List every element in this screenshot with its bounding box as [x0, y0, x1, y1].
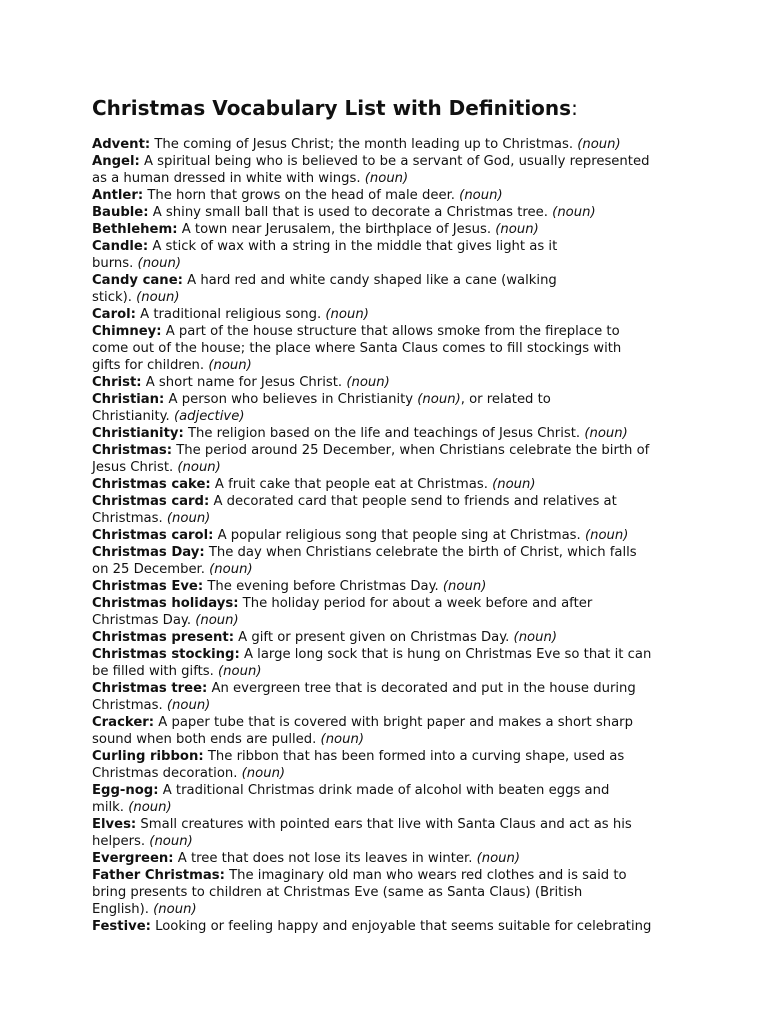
entry-line — [92, 680, 692, 697]
entry-line — [92, 425, 692, 442]
entry-line — [92, 136, 692, 153]
entry-line — [92, 493, 692, 510]
entry-part-of-speech: (noun) — [346, 375, 390, 390]
vocabulary-entry — [92, 476, 692, 493]
entry-term: Elves: — [92, 817, 137, 832]
entry-line — [92, 748, 692, 765]
entry-term: Christmas Eve: — [92, 579, 204, 594]
entry-line — [92, 374, 692, 391]
entry-definition-text: A shiny small ball that is used to decorate a Christmas tree. — [148, 205, 553, 220]
entry-line — [92, 323, 692, 340]
entry-line — [92, 476, 692, 493]
vocabulary-entry — [92, 680, 692, 714]
entry-line — [92, 612, 692, 629]
entry-definition-text: Christianity. — [92, 409, 174, 424]
entry-line — [92, 357, 692, 374]
entry-term: Christmas stocking: — [92, 647, 240, 662]
entry-term: Candle: — [92, 239, 149, 254]
entry-line — [92, 204, 692, 221]
entry-term: Christmas present: — [92, 630, 234, 645]
entry-definition-text: A traditional religious song. — [135, 307, 326, 322]
vocabulary-entry — [92, 391, 692, 425]
entry-part-of-speech: (noun) — [513, 630, 557, 645]
entry-line — [92, 816, 692, 833]
entry-definition-text: A paper tube that is covered with bright paper and makes a short sharp — [154, 715, 633, 730]
entry-definition-text: A fruit cake that people eat at Christmas. — [210, 477, 493, 492]
entry-part-of-speech: (noun) — [584, 528, 629, 543]
entry-definition-text: Christmas. — [92, 511, 167, 526]
entry-definition-text: An evergreen tree that is decorated and put in the house during — [207, 681, 636, 696]
entry-line — [92, 289, 692, 306]
entry-term: Christmas carol: — [92, 528, 214, 543]
entry-definition-text: Jesus Christ. — [92, 460, 178, 475]
entry-term: Christ: — [92, 375, 142, 390]
entry-definition-text: A part of the house structure that allows smoke from the fireplace to — [161, 324, 620, 339]
entry-line — [92, 391, 692, 408]
entry-part-of-speech: (noun) — [442, 579, 487, 594]
vocabulary-entry — [92, 544, 692, 578]
entry-term: Bethlehem: — [92, 222, 178, 237]
entry-definition-text: , or related to — [460, 392, 551, 407]
entry-definition-text: Christmas Day. — [92, 613, 196, 628]
entry-term: Christmas cake: — [92, 477, 211, 492]
entry-definition-text: A traditional Christmas drink made of alcohol with beaten eggs and — [158, 783, 610, 798]
vocabulary-entry — [92, 578, 692, 595]
entry-part-of-speech: (noun) — [166, 511, 211, 526]
vocabulary-entry — [92, 272, 692, 306]
document-title — [92, 95, 692, 121]
vocabulary-entry — [92, 187, 692, 204]
entry-term: Christmas tree: — [92, 681, 208, 696]
entry-definition-text: Looking or feeling happy and enjoyable that seems suitable for celebrating — [150, 919, 652, 934]
entry-definition-text: A spiritual being who is believed to be a servant of God, usually represented — [139, 154, 650, 169]
entry-term: Bauble: — [92, 205, 149, 220]
entry-definition-text: The religion based on the life and teachings of Jesus Christ. — [183, 426, 585, 441]
entry-definition-text: The coming of Jesus Christ; the month leading up to Christmas. — [150, 137, 578, 152]
document-page — [92, 95, 692, 935]
entry-part-of-speech: (noun) — [577, 137, 621, 152]
entry-part-of-speech: (noun) — [136, 290, 180, 305]
entry-part-of-speech: (noun) — [552, 205, 596, 220]
entry-definition-text: The ribbon that has been formed into a curving shape, used as — [203, 749, 625, 764]
entry-line — [92, 714, 692, 731]
vocabulary-entry — [92, 595, 692, 629]
vocabulary-entry — [92, 714, 692, 748]
vocabulary-entry — [92, 867, 692, 918]
entry-line — [92, 833, 692, 850]
vocabulary-entry — [92, 323, 692, 374]
entry-line — [92, 646, 692, 663]
entry-definition-text: gifts for children. — [92, 358, 209, 373]
entry-term: Curling ribbon: — [92, 749, 204, 764]
entry-definition-text: stick). — [92, 290, 137, 305]
entry-line — [92, 884, 692, 901]
vocabulary-entry — [92, 782, 692, 816]
entry-definition-text: The holiday period for about a week before and after — [238, 596, 593, 611]
entry-line — [92, 697, 692, 714]
entry-line — [92, 408, 692, 425]
entry-line — [92, 782, 692, 799]
entry-line — [92, 272, 692, 289]
entry-term: Evergreen: — [92, 851, 174, 866]
entry-line — [92, 918, 692, 935]
entry-part-of-speech: (noun) — [209, 562, 253, 577]
entry-line — [92, 442, 692, 459]
entry-part-of-speech: (noun) — [320, 732, 364, 747]
entry-line — [92, 510, 692, 527]
entry-term: Cracker: — [92, 715, 155, 730]
entry-definition-text: burns. — [92, 256, 138, 271]
entry-term: Antler: — [92, 188, 144, 203]
entry-part-of-speech: (noun) — [417, 392, 461, 407]
entry-term: Egg-nog: — [92, 783, 159, 798]
entry-part-of-speech: (adjective) — [173, 409, 245, 424]
vocabulary-entry — [92, 374, 692, 391]
entry-part-of-speech: (noun) — [208, 358, 252, 373]
entry-line — [92, 153, 692, 170]
entry-definition-text: as a human dressed in white with wings. — [92, 171, 365, 186]
entry-line — [92, 306, 692, 323]
vocabulary-entry — [92, 646, 692, 680]
entry-part-of-speech: (noun) — [177, 460, 221, 475]
entry-line — [92, 187, 692, 204]
entry-term: Candy cane: — [92, 273, 183, 288]
entry-line — [92, 578, 692, 595]
entry-part-of-speech: (noun) — [218, 664, 262, 679]
entry-term: Angel: — [92, 154, 140, 169]
entry-part-of-speech: (noun) — [325, 307, 369, 322]
entry-line — [92, 799, 692, 816]
entry-definition-text: on 25 December. — [92, 562, 210, 577]
entry-definition-text: A stick of wax with a string in the middle that gives light as it — [148, 239, 558, 254]
document-title-text: Christmas Vocabulary List with Definitions — [92, 96, 572, 120]
entry-line — [92, 561, 692, 578]
entry-part-of-speech: (noun) — [166, 698, 211, 713]
entry-definition-text: sound when both ends are pulled. — [92, 732, 321, 747]
entry-part-of-speech: (noun) — [364, 171, 409, 186]
vocabulary-list — [92, 136, 692, 935]
entry-term: Christmas Day: — [92, 545, 205, 560]
vocabulary-entry — [92, 493, 692, 527]
vocabulary-entry — [92, 748, 692, 782]
entry-term: Christmas holidays: — [92, 596, 239, 611]
entry-part-of-speech: (noun) — [492, 477, 536, 492]
entry-part-of-speech: (noun) — [195, 613, 239, 628]
entry-definition-text: come out of the house; the place where Santa Claus comes to fill stockings with — [92, 341, 622, 356]
entry-definition-text: milk. — [92, 800, 129, 815]
vocabulary-entry — [92, 238, 692, 272]
entry-definition-text: Christmas decoration. — [92, 766, 242, 781]
entry-definition-text: Small creatures with pointed ears that live with Santa Claus and act as his — [136, 817, 632, 832]
entry-term: Advent: — [92, 137, 151, 152]
entry-part-of-speech: (noun) — [153, 902, 197, 917]
vocabulary-entry — [92, 850, 692, 867]
entry-line — [92, 850, 692, 867]
entry-term: Carol: — [92, 307, 136, 322]
entry-line — [92, 544, 692, 561]
entry-line — [92, 238, 692, 255]
entry-part-of-speech: (noun) — [584, 426, 628, 441]
entry-line — [92, 255, 692, 272]
entry-line — [92, 629, 692, 646]
entry-definition-text: bring presents to children at Christmas Eve (same as Santa Claus) (British — [92, 885, 583, 900]
entry-term: Festive: — [92, 919, 151, 934]
entry-definition-text: A town near Jerusalem, the birthplace of Jesus. — [177, 222, 496, 237]
entry-term: Christian: — [92, 392, 165, 407]
entry-definition-text: A popular religious song that people sing at Christmas. — [213, 528, 585, 543]
entry-line — [92, 901, 692, 918]
entry-definition-text: The day when Christians celebrate the birth of Christ, which falls — [204, 545, 637, 560]
entry-part-of-speech: (noun) — [459, 188, 503, 203]
entry-part-of-speech: (noun) — [476, 851, 521, 866]
document-title-colon: : — [571, 96, 578, 120]
entry-definition-text: The evening before Christmas Day. — [203, 579, 443, 594]
entry-definition-text: A person who believes in Christianity — [164, 392, 418, 407]
entry-definition-text: A large long sock that is hung on Christmas Eve so that it can — [239, 647, 652, 662]
entry-term: Father Christmas: — [92, 868, 225, 883]
entry-definition-text: A short name for Jesus Christ. — [141, 375, 347, 390]
vocabulary-entry — [92, 442, 692, 476]
entry-definition-text: A decorated card that people send to friends and relatives at — [209, 494, 617, 509]
vocabulary-entry — [92, 136, 692, 153]
vocabulary-entry — [92, 918, 692, 935]
entry-line — [92, 663, 692, 680]
vocabulary-entry — [92, 204, 692, 221]
entry-line — [92, 170, 692, 187]
vocabulary-entry — [92, 221, 692, 238]
entry-part-of-speech: (noun) — [137, 256, 181, 271]
entry-part-of-speech: (noun) — [149, 834, 193, 849]
entry-definition-text: be filled with gifts. — [92, 664, 219, 679]
entry-definition-text: A tree that does not lose its leaves in winter. — [173, 851, 477, 866]
entry-definition-text: A gift or present given on Christmas Day. — [233, 630, 514, 645]
entry-line — [92, 221, 692, 238]
entry-term: Christianity: — [92, 426, 184, 441]
vocabulary-entry — [92, 816, 692, 850]
entry-part-of-speech: (noun) — [241, 766, 286, 781]
entry-definition-text: helpers. — [92, 834, 150, 849]
vocabulary-entry — [92, 527, 692, 544]
entry-part-of-speech: (noun) — [495, 222, 539, 237]
entry-definition-text: The horn that grows on the head of male deer. — [143, 188, 460, 203]
entry-term: Christmas card: — [92, 494, 210, 509]
vocabulary-entry — [92, 306, 692, 323]
entry-definition-text: A hard red and white candy shaped like a cane (walking — [182, 273, 557, 288]
entry-part-of-speech: (noun) — [128, 800, 172, 815]
entry-definition-text: The period around 25 December, when Christians celebrate the birth of — [172, 443, 650, 458]
entry-line — [92, 765, 692, 782]
entry-term: Chimney: — [92, 324, 162, 339]
entry-definition-text: Christmas. — [92, 698, 167, 713]
entry-term: Christmas: — [92, 443, 173, 458]
entry-line — [92, 595, 692, 612]
entry-definition-text: English). — [92, 902, 154, 917]
vocabulary-entry — [92, 425, 692, 442]
entry-line — [92, 459, 692, 476]
entry-line — [92, 340, 692, 357]
entry-line — [92, 867, 692, 884]
entry-line — [92, 731, 692, 748]
vocabulary-entry — [92, 629, 692, 646]
entry-line — [92, 527, 692, 544]
vocabulary-entry — [92, 153, 692, 187]
entry-definition-text: The imaginary old man who wears red clothes and is said to — [224, 868, 627, 883]
